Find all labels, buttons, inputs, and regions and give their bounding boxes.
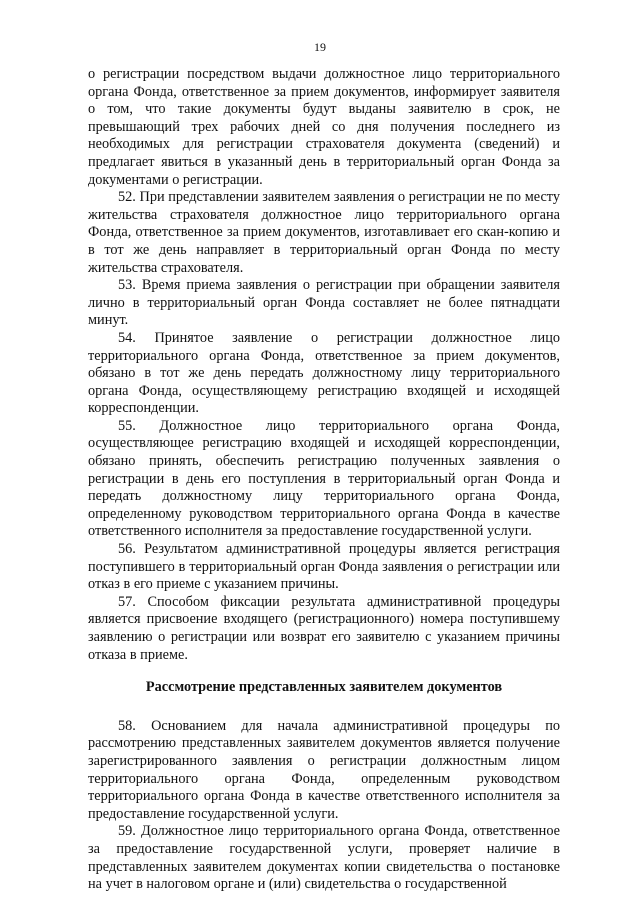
paragraph-55: 55. Должностное лицо территориального органа Фонда, осуществляющее регистрацию входящей и исходящей корреспонденции, обязано принять, обеспечить регистрацию полученных заявления о регистрации в день его поступления в территориальный орган Фонда и передать должностному лицу территориального органа Фонда, определенному руководством территориального органа Фонда в качестве ответственного исполнителя за предоставление государственной услуги.: [88, 417, 560, 540]
section-heading: Рассмотрение представленных заявителем документов: [145, 679, 503, 696]
paragraph-57: 57. Способом фиксации результата административной процедуры является присвоение входящего (регистрационного) номера поступившему заявлению о регистрации или возврат его заявителю с указанием причины отказа в приеме.: [88, 593, 560, 663]
paragraph-56: 56. Результатом административной процедуры является регистрация поступившего в территориальный орган Фонда заявления о регистрации или отказ в его приеме с указанием причины.: [88, 541, 560, 593]
paragraph-52: 52. При представлении заявителем заявления о регистрации не по месту жительства страхователя должностное лицо территориального органа Фонда, ответственное за прием документов, изготавливает его скан-копию и в тот же день направляет в территориальный орган Фонда по месту жительства страхователя.: [88, 189, 560, 276]
page-number: 19: [314, 40, 326, 54]
paragraph-58: 58. Основанием для начала административной процедуры по рассмотрению представленных заявителем документов является получение зарегистрированного заявления о регистрации должностным лицом территориального органа Фонда, определенным руководством территориального органа Фонда в качестве ответственного исполнителя за предоставление государственной услуги.: [88, 717, 560, 822]
paragraph-53: 53. Время приема заявления о регистрации при обращении заявителя лично в территориальный орган Фонда составляет не более пятнадцати минут.: [88, 277, 560, 329]
document-body: [88, 66, 560, 894]
paragraph-59: 59. Должностное лицо территориального органа Фонда, ответственное за предоставление государственной услуги, проверяет наличие в представленных заявителем документах копии свидетельства о постановке на учет в налоговом органе и (или) свидетельства о государственной: [88, 823, 560, 893]
paragraph-54: 54. Принятое заявление о регистрации должностное лицо территориального органа Фонда, ответственное за прием документов, обязано в тот же день передать должностному лицу территориального органа Фонда, осуществляющему регистрацию входящей и исходящей корреспонденции.: [88, 329, 560, 417]
paragraph-continuation: о регистрации посредством выдачи должностное лицо территориального органа Фонда, ответственное за прием документов, информирует заявителя о том, что такие документы будут выданы заявителю в срок, не превышающий трех рабочих дней со дня получения последнего из необходимых для регистрации страхователя документа (сведений) и предлагает явиться в указанный день в территориальный орган Фонда за документами о регистрации.: [88, 66, 560, 188]
